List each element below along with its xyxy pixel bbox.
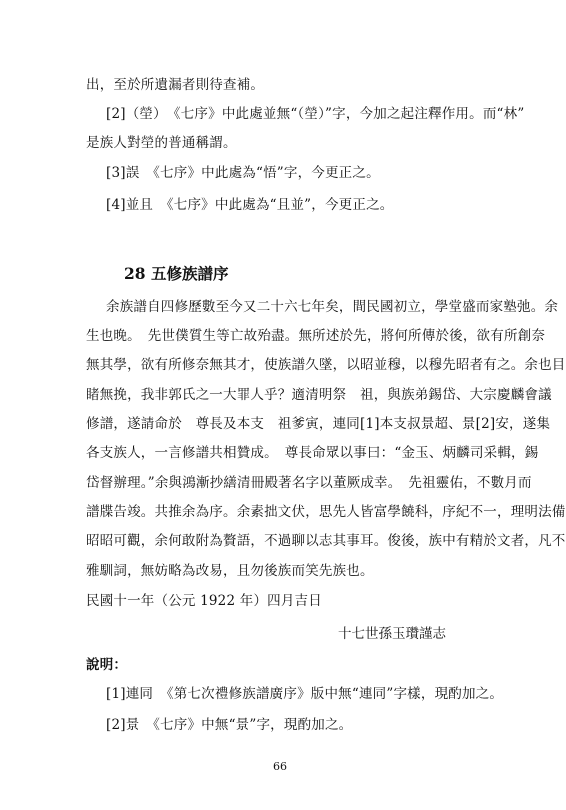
body-line: 岱督辦理。”余與鴻漸抄繕清冊殿著名字以董厥成幸。 先祖靈佑，不數月而	[86, 475, 532, 491]
section-title: 28 五修族譜序	[124, 264, 229, 283]
explanation-note-1: [1]連同 《第七次禮修族譜廣序》版中無“連同”字樣，現酌加之。	[106, 686, 504, 702]
body-line: 無其學，欲有所修奈無其才，使族譜久墜，以昭並穆，以穆先昭者有之。余也目	[86, 357, 566, 373]
body-line: 生也晚。 先世僕質生等亡故殆盡。無所述於先，將何所傳於後，欲有所創奈	[86, 328, 546, 344]
body-line: 余族譜自四修歷數至今又二十六七年矣，間民國初立，學堂盛而家塾弛。余	[106, 299, 559, 315]
note-3: [3]誤 《七序》中此處為“悟”字，今更正之。	[106, 165, 380, 181]
explanation-label: 說明：	[86, 657, 128, 673]
body-line: 雅馴詞，無妨略為改易，且勿後族而笑先族也。	[86, 563, 374, 579]
note-continuation: 出，至於所遺漏者則待查補。	[86, 77, 265, 93]
date-line: 民國十一年（公元 1922 年）四月吉日	[86, 593, 322, 609]
body-line: 譜牒告竣。共推余為序。余素拙文伏，思先人皆富學饒科，序紀不一，理明法備	[86, 504, 566, 520]
signature: 十七世孫玉瓚謹志	[338, 626, 446, 642]
note-4: [4]並且 《七序》中此處為“且並”，今更正之。	[106, 197, 394, 213]
note-2: [2]（塋） 《七序》中此處並無“（塋）”字，今加之起注釋作用。而“林”	[106, 106, 525, 122]
note-2-continuation: 是族人對塋的普通稱謂。	[86, 135, 237, 151]
body-line: 昭昭可觀，余何敢附為贅語，不過聊以志其事耳。俊後，族中有精於文者，凡不	[86, 533, 566, 549]
body-line: 睹無挽，我非郭氏之一大罪人乎？適清明祭 祖，與族弟錫岱、大宗慶麟會議	[86, 387, 552, 403]
body-line: 各支族人，一言修譜共相贊成。 尊長命眾以事曰：“金玉、炳麟司采輯，錫	[86, 445, 539, 461]
explanation-note-2: [2]景 《七序》中無“景”字，現酌加之。	[106, 717, 353, 733]
page-number: 66	[273, 760, 287, 773]
body-line: 修譜，遂請命於 尊長及本支 祖爹寅，連同[1]本支叔景超、景[2]安，遂集	[86, 416, 551, 432]
